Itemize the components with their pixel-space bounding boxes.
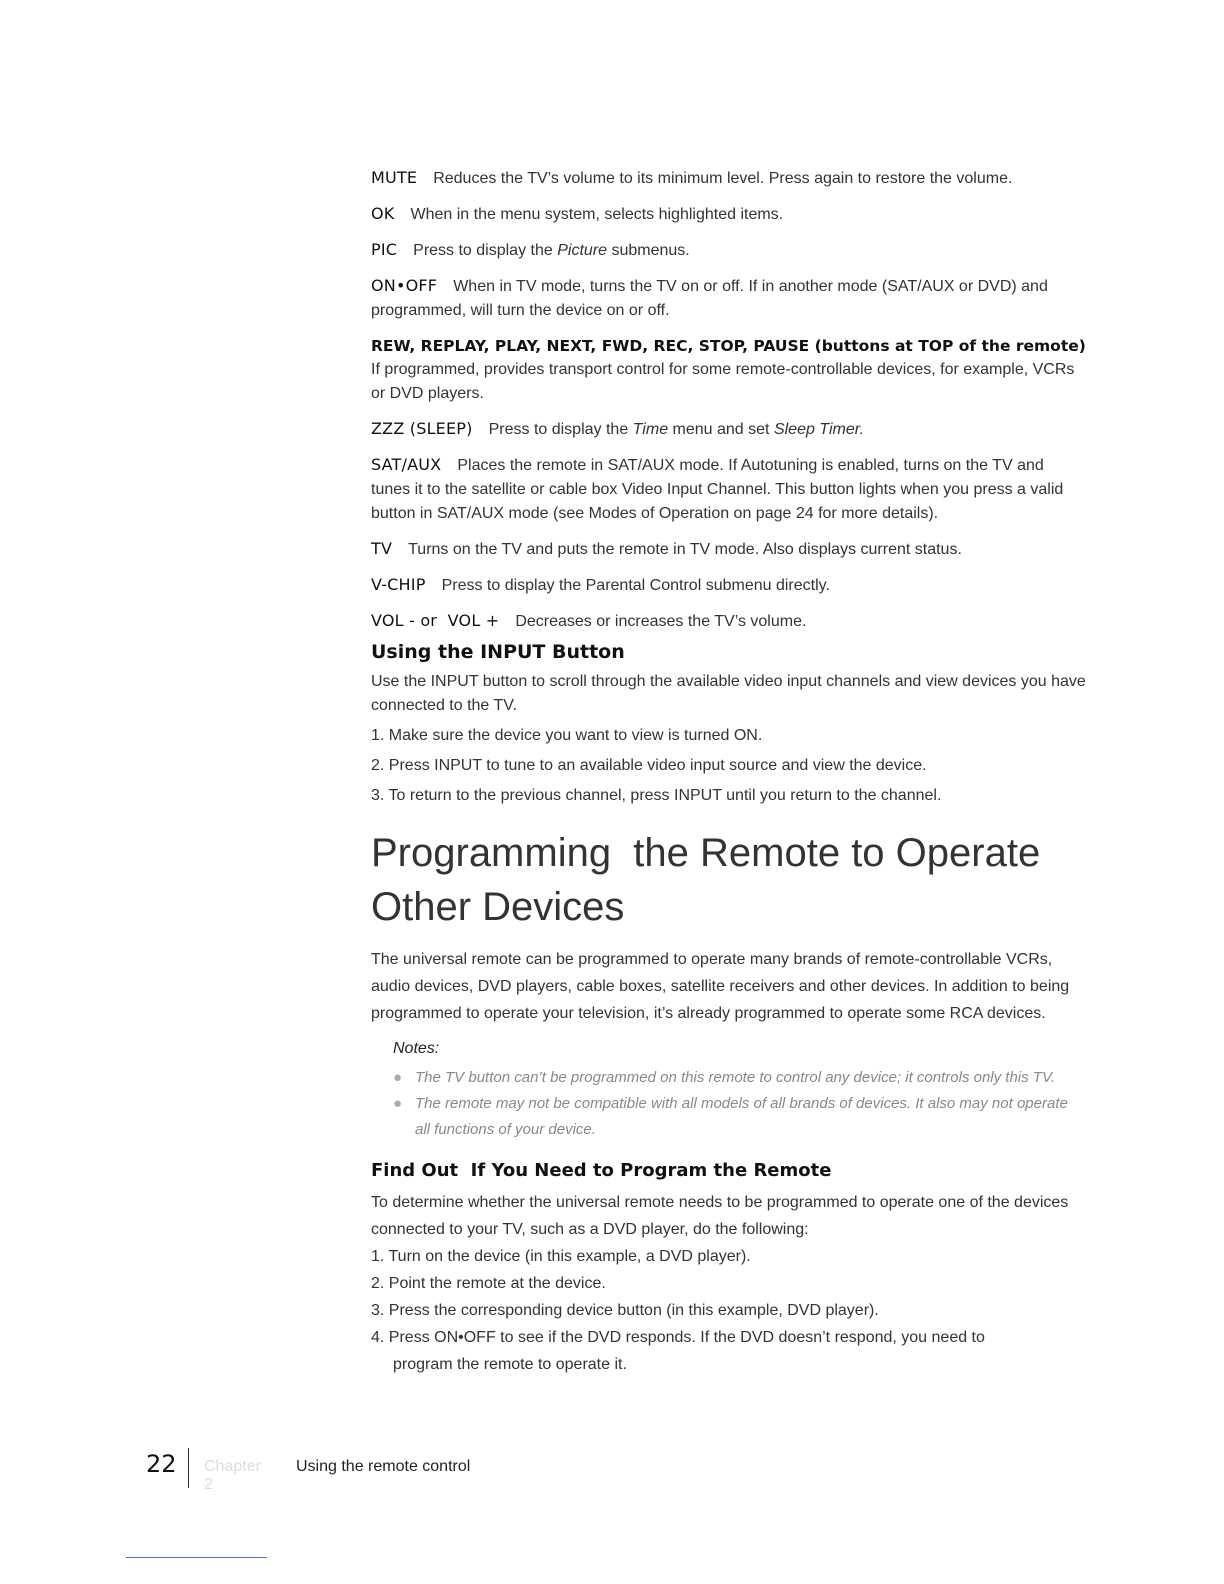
description: If programmed, provides transport control for some remote-controllable devices, for example, VCRs or DVD players.: [371, 361, 1075, 402]
list-item: 2. Press INPUT to tune to an available video input source and view the device.: [371, 757, 927, 774]
bottom-rule: [126, 1557, 267, 1558]
description: When in TV mode, turns the TV on or off. If in another mode (SAT/AUX or DVD) and programmed, will turn the device on or off.: [371, 278, 1048, 319]
bullet-icon: ●: [393, 1095, 403, 1112]
programming-intro: The universal remote can be programmed to operate many brands of remote-controllable VCRs, audio devices, DVD players, cable boxes, satellite receivers and other devices. In addition to being programmed to operate your television, it’s already programmed to operate some RCA devices.: [371, 951, 1070, 1022]
description: Press to display the Parental Control submenu directly.: [441, 577, 830, 594]
list-item: 3. To return to the previous channel, press INPUT until you return to the channel.: [371, 787, 942, 804]
list-item: 4. Press ON•OFF to see if the DVD responds. If the DVD doesn’t respond, you need to: [371, 1329, 985, 1346]
term: SAT/AUX: [371, 455, 442, 474]
input-section-intro: Use the INPUT button to scroll through the available video input channels and view devices you have connected to the TV.: [371, 673, 1086, 714]
footer-divider: [188, 1448, 189, 1488]
term: TV: [371, 539, 393, 558]
notes-title: Notes:: [393, 1040, 440, 1057]
find-out-steps: [371, 1243, 1086, 1378]
list-item: 1. Make sure the device you want to view is turned ON.: [371, 727, 763, 744]
description: Press to display the Picture submenus.: [413, 242, 690, 259]
term: REW, REPLAY, PLAY, NEXT, FWD, REC, STOP, PAUSE (buttons at TOP of the remote): [371, 337, 1086, 355]
definition-mute: [371, 166, 1086, 191]
note-item: ● The TV button can’t be programmed on this remote to control any device; it controls only this TV.: [393, 1065, 1086, 1091]
definition-pic: [371, 238, 1086, 263]
term: ON•OFF: [371, 276, 438, 295]
definition-v-chip: [371, 573, 1086, 598]
description: Places the remote in SAT/AUX mode. If Autotuning is enabled, turns on the TV and tunes it to the satellite or cable box Video Input Channel. This button lights when you press a valid button in SAT/AUX mode (see Modes of Operation on page 24 for more details).: [371, 457, 1064, 522]
term: V-CHIP: [371, 575, 426, 594]
definition-ok: [371, 202, 1086, 227]
description: Reduces the TV’s volume to its minimum level. Press again to restore the volume.: [433, 170, 1013, 187]
definition-sleep: [371, 417, 1086, 442]
list-item-continuation: program the remote to operate it.: [393, 1356, 627, 1373]
find-out-intro: To determine whether the universal remote needs to be programmed to operate one of the devices connected to your TV, such as a DVD player, do the following:: [371, 1194, 1069, 1238]
notes-block: [393, 1037, 1086, 1143]
section-heading: Programming the Remote to Operate Other Devices: [371, 831, 1041, 929]
description: Decreases or increases the TV’s volume.: [515, 613, 807, 630]
term: ZZZ (SLEEP): [371, 419, 473, 438]
description: Turns on the TV and puts the remote in TV mode. Also displays current status.: [408, 541, 962, 558]
description: Press to display the Time menu and set Sleep Timer.: [488, 421, 864, 438]
page-content: [371, 166, 1086, 1378]
definition-transport: [371, 334, 1086, 406]
term: VOL - or VOL +: [371, 611, 500, 630]
note-item: ● The remote may not be compatible with all models of all brands of devices. It also may not operate all functions of your device.: [393, 1091, 1086, 1143]
term: MUTE: [371, 168, 418, 187]
page-number: 22: [146, 1450, 177, 1478]
bullet-icon: ●: [393, 1069, 403, 1086]
term: PIC: [371, 240, 398, 259]
definition-tv: [371, 537, 1086, 562]
term: OK: [371, 204, 395, 223]
chapter-label: Chapter 2: [204, 1458, 261, 1493]
chapter-title: Using the remote control: [296, 1458, 471, 1475]
input-section-heading: Using the INPUT Button: [371, 641, 625, 663]
description: When in the menu system, selects highlighted items.: [410, 206, 784, 223]
list-item: 1. Turn on the device (in this example, a DVD player).: [371, 1248, 751, 1265]
definition-on-off: [371, 274, 1086, 323]
definition-sat-aux: [371, 453, 1086, 526]
list-item: 2. Point the remote at the device.: [371, 1275, 606, 1292]
definition-vol: [371, 609, 1086, 634]
list-item: 3. Press the corresponding device button (in this example, DVD player).: [371, 1302, 879, 1319]
find-out-heading: Find Out If You Need to Program the Remote: [371, 1160, 832, 1181]
